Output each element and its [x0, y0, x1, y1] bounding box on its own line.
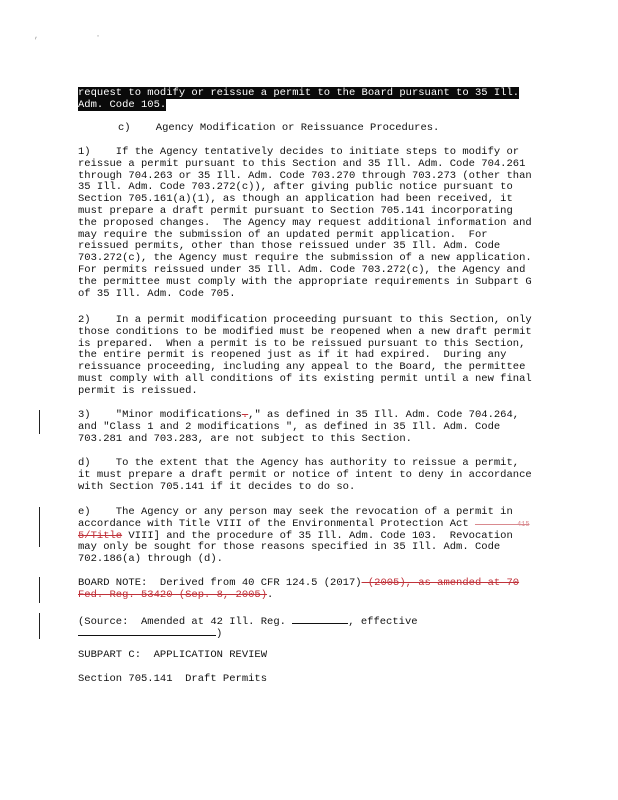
paragraph-line: accordance with Title VIII of the Environmental Protection Act — [78, 517, 475, 530]
scan-specks: , · — [34, 32, 127, 41]
source-text: (Source: Amended at 42 Ill. Reg. — [78, 616, 293, 628]
source-note — [78, 614, 528, 638]
paragraph-line: 35 Ill. Adm. Code 703.272(c)), after giving public notice pursuant to — [78, 181, 513, 194]
paragraph-line: those conditions to be modified must be reopened when a new draft permit — [78, 325, 532, 338]
heading-c — [118, 123, 568, 135]
paragraph-line: For permits reissued under 35 Ill. Adm. Code 703.272(c), the Agency and — [78, 263, 526, 276]
paragraph-line: the proposed changes. The Agency may request additional information and — [78, 216, 532, 229]
paragraph-line: 703.272(c), the Agency must require the submission of a new application. — [78, 252, 532, 265]
intro-line: request to modify or reissue a permit to the Board pursuant to 35 Ill. — [78, 87, 520, 99]
effective-date-blank — [78, 626, 216, 636]
paragraph-line: reissue a permit pursuant to this Section and 35 Ill. Adm. Code 704.261 — [78, 157, 526, 170]
paragraph-d — [78, 457, 532, 493]
paragraph-line: 703.281 and 703.283, are not subject to this Section. — [78, 432, 412, 445]
paragraph-line: of 35 Ill. Adm. Code 705. — [78, 287, 236, 300]
change-bar — [39, 410, 40, 434]
paragraph-line: VIII] and the procedure of 35 Ill. Adm. Code 103. Revocation — [122, 529, 513, 542]
paragraph-line: reissuance proceeding, including any appeal to the Board, the permittee — [78, 361, 526, 374]
struck-citation: 415 — [474, 520, 530, 529]
paragraph-line: 702.186(a) through (d). — [78, 553, 223, 566]
change-bar — [39, 577, 40, 603]
paragraph-line: it must prepare a draft permit or notice of intent to deny in accordance — [78, 468, 532, 481]
source-text: , effective — [348, 616, 418, 628]
section-heading-text: Section 705.141 Draft Permits — [78, 673, 268, 685]
board-note-text: BOARD NOTE: Derived from 40 CFR 124.5 (2017) — [78, 577, 362, 589]
paragraph-line: 1) If the Agency tentatively decides to initiate steps to modify or — [78, 146, 520, 158]
paragraph-line: 2) In a permit modification proceeding pursuant to this Section, only — [78, 314, 532, 326]
change-bar — [39, 507, 40, 547]
paragraph-line: e) The Agency or any person may seek the revocation of a permit in — [78, 506, 513, 518]
paragraph-line: d) To the extent that the Agency has authority to reissue a permit, — [78, 457, 520, 469]
paragraph-2 — [78, 314, 532, 398]
intro-paragraph — [78, 88, 528, 112]
paragraph-line: with Section 705.141 if it decides to do so. — [78, 480, 356, 493]
paragraph-line: permit is reissued. — [78, 384, 198, 397]
paragraph-line: Section 705.161(a)(1), as though an application had been received, it — [78, 193, 513, 206]
paragraph-line: may only be sought for those reasons specified in 35 Ill. Adm. Code — [78, 541, 501, 554]
paragraph-line: must comply with all conditions of its existing permit until a new final — [78, 372, 532, 385]
change-bar — [39, 613, 40, 639]
paragraph-line: ," as defined in 35 Ill. Adm. Code 704.264, — [248, 409, 520, 421]
board-note — [78, 578, 528, 602]
struck-citation: 5/Title — [78, 529, 123, 542]
subpart-heading — [78, 650, 528, 662]
paragraph-line: reissued permits, other than those reissued under 35 Ill. Adm. Code — [78, 240, 501, 253]
paragraph-3 — [78, 410, 528, 445]
struck-mark: . — [241, 409, 249, 421]
subpart-heading-text: SUBPART C: APPLICATION REVIEW — [78, 649, 268, 661]
paragraph-line: must prepare a draft permit pursuant to Section 705.141 incorporating — [78, 204, 513, 217]
paragraph-line: through 704.263 or 35 Ill. Adm. Code 703.270 through 703.273 (other than — [78, 169, 532, 182]
struck-text: Fed. Reg. 53420 (Sep. 8, 2005) — [78, 588, 268, 601]
paragraph-line: the entire permit is reopened just as if it had expired. During any — [78, 349, 507, 362]
paragraph-e — [78, 507, 528, 566]
paragraph-line: may require the submission of an updated permit application. For — [78, 228, 488, 241]
paragraph-line: is prepared. When a permit is to be reissued pursuant to this Section, — [78, 337, 526, 350]
source-text: ) — [216, 627, 223, 640]
register-blank — [292, 614, 348, 624]
intro-line: Adm. Code 105. — [78, 98, 167, 111]
board-note-end: . — [267, 588, 274, 601]
heading-c-text: c) Agency Modification or Reissuance Procedures. — [118, 122, 440, 134]
paragraph-line: and "Class 1 and 2 modifications ", as defined in 35 Ill. Adm. Code — [78, 420, 501, 433]
section-heading — [78, 674, 528, 686]
paragraph-line: 3) "Minor modifications — [78, 409, 242, 421]
paragraph-line: the permittee must comply with the appropriate requirements in Subpart G — [78, 275, 532, 288]
struck-text: (2005), as amended at 70 — [361, 577, 520, 589]
paragraph-1 — [78, 146, 532, 300]
